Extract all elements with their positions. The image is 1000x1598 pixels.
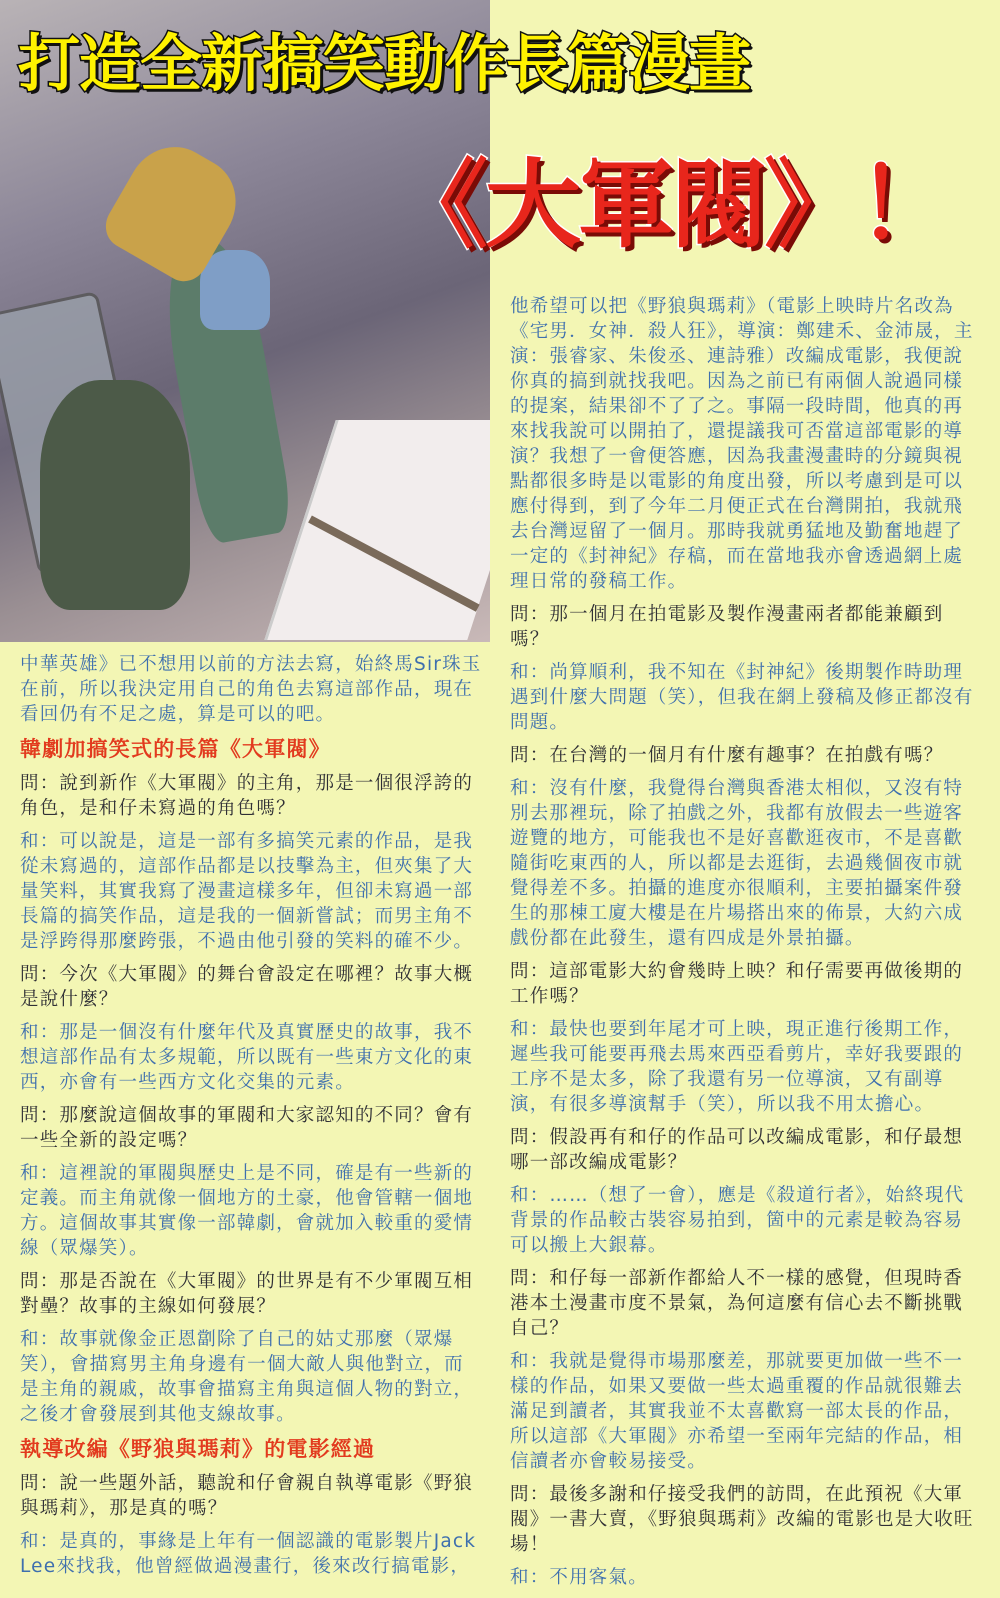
answer-paragraph: 和：最快也要到年尾才可上映，現正進行後期工作，遲些我可能要再飛去馬來西亞看剪片，幸好我要跟的工序不是太多，除了我還有另一位導演，又有副導演，有很多導演幫手（笑），所以我不用太擔心。: [510, 1019, 964, 1115]
headline-title: 《大軍閥》！: [392, 149, 950, 261]
question-paragraph: 問：假設再有和仔的作品可以改編成電影，和仔最想哪一部改編成電影？: [510, 1127, 964, 1173]
question-paragraph: 問：那一個月在拍電影及製作漫畫兩者都能兼顧到嗎？: [510, 604, 944, 650]
question-paragraph: 問：今次《大軍閥》的舞台會設定在哪裡？故事大概是說什麼？: [20, 964, 474, 1010]
figure-art: [40, 380, 190, 610]
right-column: [510, 294, 976, 1598]
answer-paragraph: 和：不用客氣。: [510, 1567, 648, 1588]
question-paragraph: 問：那麼說這個故事的軍閥和大家認知的不同？會有一些全新的設定嗎？: [20, 1105, 474, 1151]
answer-paragraph: 和：我就是覺得市場那麼差，那就要更加做一些不一樣的作品，如果又要做一些太過重覆的作品就很難去滿足到讀者，其實我並不太喜歡寫一部太長的作品，所以這部《大軍閥》亦希望一至兩年完結的作品，相信讀者亦會較易接受。: [510, 1351, 964, 1472]
answer-paragraph: 和：故事就像金正恩劏除了自己的姑丈那麼（眾爆笑），會描寫男主角身邊有一個大敵人與他對立，而是主角的親戚，故事會描寫主角與這個人物的對立，之後才會發展到其他支線故事。: [20, 1329, 474, 1425]
headline: 打造全新搞笑動作長篇漫畫: [18, 27, 751, 100]
question-paragraph: 問：最後多謝和仔接受我們的訪問，在此預祝《大軍閥》一書大賣，《野狼與瑪莉》改編的電影也是大收旺場！: [510, 1484, 974, 1555]
question-paragraph: 問：那是否說在《大軍閥》的世界是有不少軍閥互相對壘？故事的主線如何發展？: [20, 1271, 474, 1317]
answer-paragraph: 和：是真的，事緣是上年有一個認識的電影製片Jack Lee來找我，他曾經做過漫畫行，後來改行搞電影，: [20, 1531, 477, 1577]
answer-paragraph: 和：可以說是，這是一部有多搞笑元素的作品，是我從未寫過的，這部作品都是以技擊為主，但夾集了大量笑料，其實我寫了漫畫這樣多年，但卻未寫過一部長篇的搞笑作品，這是我的一個新嘗試；而男主角不是浮跨得那麼跨張，不過由他引發的笑料的確不少。: [20, 831, 474, 952]
answer-paragraph: 和：……（想了一會），應是《殺道行者》，始終現代背景的作品較古裝容易拍到，箇中的元素是較為容易可以搬上大銀幕。: [510, 1185, 965, 1256]
answer-paragraph: 中華英雄》已不想用以前的方法去寫，始終馬Sir珠玉在前，所以我決定用自己的角色去寫這部作品，現在看回仍有不足之處，算是可以的吧。: [20, 654, 482, 725]
question-paragraph: 問：說一些題外話，聽說和仔會親自執導電影《野狼與瑪莉》，那是真的嗎？: [20, 1473, 474, 1519]
cloth-art: [264, 420, 490, 640]
question-paragraph: 問：和仔每一部新作都給人不一樣的感覺，但現時香港本土漫畫市度不景氣，為何這麼有信心去不斷挑戰自己？: [510, 1268, 964, 1339]
question-paragraph: 問：在台灣的一個月有什麼有趣事？在拍戲有嗎？: [510, 745, 944, 766]
left-column: [20, 652, 482, 1587]
figure-art: [200, 250, 270, 330]
answer-paragraph: 和：那是一個沒有什麼年代及真實歷史的故事，我不想這部作品有太多規範，所以既有一些東方文化的東西，亦會有一些西方文化交集的元素。: [20, 1022, 474, 1093]
answer-paragraph: 和：沒有什麼，我覺得台灣與香港太相似，又沒有特別去那裡玩，除了拍戲之外，我都有放假去一些遊客遊覽的地方，可能我也不是好喜歡逛夜市，不是喜歡隨街吃東西的人，所以都是去逛街，去過幾個夜市就覺得差不多。拍攝的進度亦很順利，主要拍攝案件發生的那棟工廈大樓是在片場搭出來的佈景，大約六成戲份都在此發生，還有四成是外景拍攝。: [510, 778, 964, 949]
answer-paragraph: 和：這裡說的軍閥與歷史上是不同，確是有一些新的定義。而主角就像一個地方的土豪，他會管轄一個地方。這個故事其實像一部韓劇，會就加入較重的愛情線（眾爆笑）。: [20, 1163, 474, 1259]
question-paragraph: 問：說到新作《大軍閥》的主角，那是一個很浮誇的角色，是和仔未寫過的角色嗎？: [20, 773, 474, 819]
section-heading: 韓劇加搞笑式的長篇《大軍閥》: [20, 737, 331, 761]
answer-paragraph: 他希望可以把《野狼與瑪莉》（電影上映時片名改為《宅男．女神．殺人狂》，導演：鄭建禾、金沛晟，主演：張睿家、朱俊丞、連詩雅）改編成電影，我便說你真的搞到就找我吧。因為之前已有兩個人說過同樣的提案，結果卻不了了之。事隔一段時間，他真的再來找我說可以開拍了，還提議我可否當這部電影的導演？我想了一會便答應，因為我畫漫畫時的分鏡與視點都很多時是以電影的角度出發，所以考慮到是可以應付得到，到了今年二月便正式在台灣開拍，我就飛去台灣逗留了一個月。那時我就勇猛地及勤奮地趕了一定的《封神紀》存稿，而在當地我亦會透過網上處理日常的發稿工作。: [510, 296, 974, 592]
question-paragraph: 問：這部電影大約會幾時上映？和仔需要再做後期的工作嗎？: [510, 961, 964, 1007]
answer-paragraph: 和：尚算順利，我不知在《封神紀》後期製作時助理遇到什麼大問題（笑），但我在網上發稿及修正都沒有問題。: [510, 662, 974, 733]
section-heading: 執導改編《野狼與瑪莉》的電影經過: [20, 1437, 376, 1461]
